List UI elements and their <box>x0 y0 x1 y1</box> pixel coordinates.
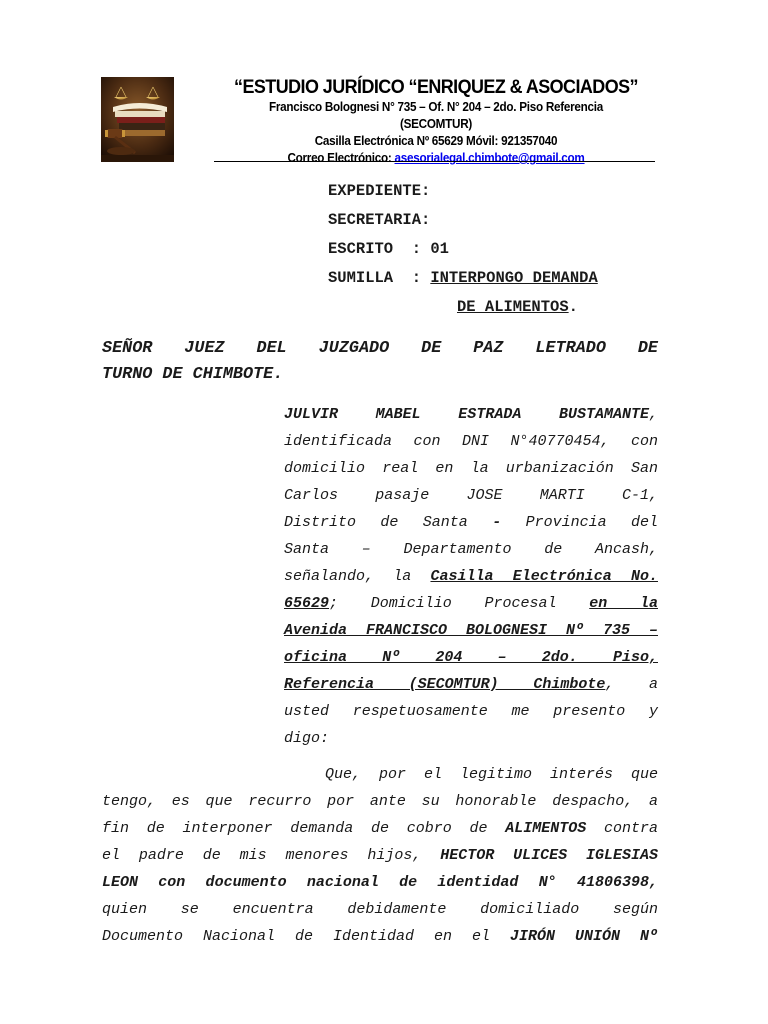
body-line-5 <box>102 874 658 892</box>
body-text: el padre de mis menores hijos, <box>102 847 441 864</box>
party-line-7 <box>284 568 658 586</box>
party-text: Provincia del <box>501 514 658 531</box>
body-text: contra <box>586 820 658 837</box>
firm-address: Francisco Bolognesi N° 735 – Of. N° 204 – 2do. Piso Referencia (SECOMTUR) <box>268 99 603 131</box>
party-line-1 <box>284 406 658 424</box>
casilla-number: 65629 <box>284 595 330 612</box>
addressee <box>102 336 658 388</box>
sumilla-line-2 <box>457 298 578 316</box>
firm-email-line <box>236 149 636 166</box>
body-line-4 <box>102 847 658 865</box>
party-text: Distrito de Santa <box>284 514 493 531</box>
party-text: , a <box>605 676 658 693</box>
sumilla-period: . <box>568 298 578 316</box>
firm-logo <box>101 77 174 162</box>
party-line-11 <box>284 676 658 694</box>
party-line-6: Santa – Departamento de Ancash, <box>284 541 658 558</box>
party-line-9 <box>284 622 658 640</box>
letterhead <box>214 76 658 166</box>
sumilla-label: SUMILLA : <box>328 269 431 287</box>
domicilio-procesal: oficina Nº 204 – 2do. Piso, <box>284 649 658 666</box>
secretaria-label: SECRETARIA: <box>328 211 431 229</box>
addressee-line-1: SEÑOR JUEZ DEL JUZGADO DE PAZ LETRADO DE <box>102 339 658 358</box>
defendant-address: JIRÓN UNIÓN Nº <box>510 928 658 945</box>
body-text: Documento Nacional de Identidad en el <box>102 928 510 945</box>
body-line-6: quien se encuentra debidamente domiciliado según <box>102 901 658 918</box>
sumilla-line <box>328 269 598 287</box>
defendant-name: HECTOR ULICES IGLESIAS <box>440 847 658 864</box>
email-label: Correo Electrónico: <box>287 150 395 165</box>
party-line-10 <box>284 649 658 667</box>
party-line-3: domicilio real en la urbanización San <box>284 460 658 477</box>
party-line-4: Carlos pasaje JOSE MARTI C-1, <box>284 487 658 504</box>
party-line-8 <box>284 595 658 613</box>
domicilio-procesal: en la <box>589 595 658 612</box>
party-line-12: usted respetuosamente me presento y <box>284 703 658 720</box>
expediente-label: EXPEDIENTE: <box>328 182 431 200</box>
sumilla-text-1: INTERPONGO DEMANDA <box>430 269 598 287</box>
body-text: fin de interponer demanda de cobro de <box>102 820 506 837</box>
sumilla-text-2: DE ALIMENTOS <box>457 298 569 316</box>
party-dash: - <box>492 514 502 531</box>
domicilio-procesal: Avenida FRANCISCO BOLOGNESI Nº 735 – <box>284 622 658 639</box>
escrito-line <box>328 240 449 258</box>
party-text: señalando, la <box>284 568 431 585</box>
body-line-2: tengo, es que recurro por ante su honorable despacho, a <box>102 793 658 810</box>
escrito-label: ESCRITO : <box>328 240 431 258</box>
party-comma: , <box>648 406 658 423</box>
domicilio-referencia: Referencia (SECOMTUR) Chimbote <box>284 676 606 693</box>
casilla-electronica: Casilla Electrónica No. <box>430 568 658 585</box>
addressee-line-2: TURNO DE CHIMBOTE. <box>102 365 284 384</box>
party-line-2: identificada con DNI N°40770454, con <box>284 433 658 450</box>
email-link[interactable]: asesorialegal.chimbote@gmail.com <box>394 150 585 165</box>
party-line-13: digo: <box>284 730 330 747</box>
defendant-id: LEON con documento nacional de identidad N° 41806398, <box>102 874 658 891</box>
party-line-5 <box>284 514 658 532</box>
party-text: ; Domicilio Procesal <box>329 595 590 612</box>
plaintiff-name: JULVIR MABEL ESTRADA BUSTAMANTE <box>284 406 649 423</box>
body-line-1: Que, por el legitimo interés que <box>325 766 658 783</box>
escrito-value: 01 <box>430 240 449 258</box>
firm-name: “ESTUDIO JURÍDICO “ENRIQUEZ & ASOCIADOS” <box>234 76 638 98</box>
body-line-7 <box>102 928 658 946</box>
alimentos-keyword: ALIMENTOS <box>505 820 587 837</box>
scales-of-justice-gavel-books-icon <box>101 77 174 162</box>
body-line-3 <box>102 820 658 838</box>
firm-casilla-phone: Casilla Electrónica Nº 65629 Móvil: 921357040 <box>314 133 558 148</box>
header-divider <box>214 161 655 162</box>
